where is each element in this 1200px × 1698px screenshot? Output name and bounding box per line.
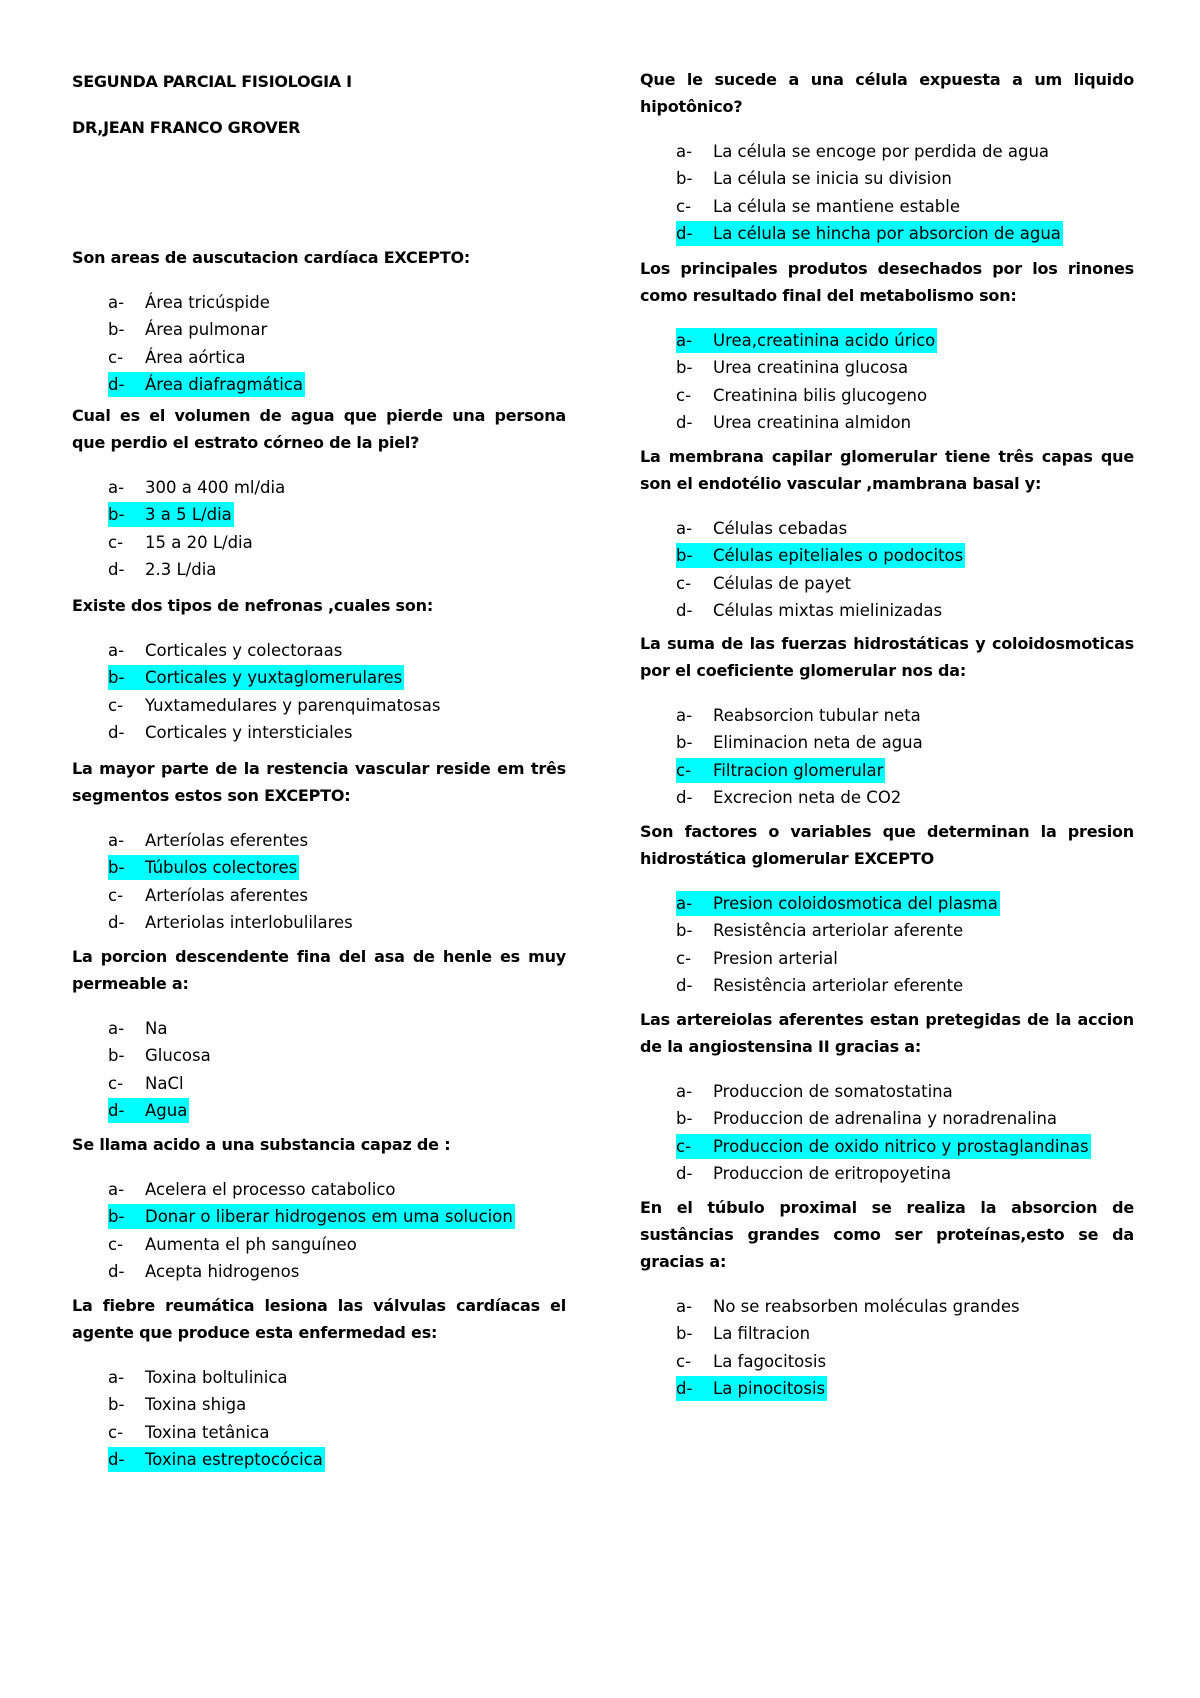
question-text: La fiebre reumática lesiona las válvulas cardíacas el agente que produce esta enfermedad es: [72,1296,566,1342]
answer-option-correct [640,758,1134,785]
option-line [72,475,287,500]
option-line [640,516,849,541]
option-letter: a- [676,331,693,350]
answer-options [72,1016,566,1125]
answer-option [72,883,566,910]
question-block [72,755,566,937]
option-text: Corticales y intersticiales [145,722,353,742]
option-letter: c- [676,760,692,780]
answer-option-correct [640,1134,1134,1161]
question-text: Se llama acido a una substancia capaz de : [72,1135,451,1154]
option-letter: a- [108,1019,125,1038]
correct-answer-highlight [676,1376,827,1401]
answer-option-correct [640,543,1134,570]
question-text: La membrana capilar glomerular tiene três capas que son el endotélio vascular ,mambrana basal y: [640,447,1134,493]
answer-option [640,1294,1134,1321]
option-line [72,1232,359,1257]
answer-option [72,1259,566,1286]
option-letter: b- [676,169,693,189]
answer-option [640,730,1134,757]
option-line [72,638,344,663]
option-line [72,1392,248,1417]
option-text: Produccion de eritropoyetina [713,1163,952,1183]
answer-option [640,1349,1134,1376]
answer-option [640,918,1134,945]
answer-option [72,345,566,372]
question-text: Las artereiolas aferentes estan pretegidas de la accion de la angiostensina II gracias a: [640,1010,1134,1056]
option-letter: a- [676,706,693,725]
question-block [640,255,1134,437]
option-text: Eliminacion neta de agua [713,733,923,753]
answer-option [640,1161,1134,1188]
option-text: Corticales y colectoraas [145,641,343,660]
option-text: Na [145,1019,168,1038]
option-letter: b- [108,505,125,525]
question-text: Los principales produtos desechados por los rinones como resultado final del metabolismo son: [640,259,1134,305]
option-letter: c- [108,532,124,552]
option-text: Área tricúspide [145,293,270,312]
option-text: Produccion de adrenalina y noradrenalina [713,1109,1058,1129]
option-line [72,828,310,853]
option-letter: c- [108,1234,124,1254]
option-letter: b- [676,358,693,378]
answer-options [72,290,566,399]
option-text: Resistência arteriolar eferente [713,975,964,995]
option-line [640,730,925,755]
option-text: Arteriolas interlobulilares [145,912,353,932]
option-text: Urea creatinina glucosa [713,358,909,378]
option-line [72,1177,398,1202]
option-text: Presion arterial [713,948,838,968]
option-letter: a- [676,1082,693,1101]
answer-options [640,139,1134,248]
question-block [640,630,1134,812]
option-line [640,571,853,596]
question-text: Son areas de auscutacion cardíaca EXCEPTO: [72,248,471,267]
option-line [72,1043,213,1068]
option-letter: a- [676,894,693,913]
question-block [640,1194,1134,1403]
answer-option [72,720,566,747]
correct-answer-highlight [108,1098,189,1123]
answer-option [640,946,1134,973]
option-letter: d- [108,1261,125,1281]
option-text: La filtracion [713,1324,811,1344]
option-letter: b- [676,733,693,753]
answer-options [72,475,566,584]
option-text: Área pulmonar [145,320,268,340]
answer-option [640,139,1134,166]
option-text: Aumenta el ph sanguíneo [145,1234,357,1254]
answer-option-correct [72,1447,566,1474]
option-text: Filtracion glomerular [713,760,884,780]
option-letter: b- [108,858,125,878]
option-letter: c- [676,573,692,593]
option-text: Área aórtica [145,347,246,367]
answer-option [640,383,1134,410]
option-text: La pinocitosis [713,1378,826,1398]
option-text: La célula se inicia su division [713,169,952,189]
option-letter: c- [676,385,692,405]
answer-options [640,703,1134,812]
option-text: La célula se hincha por absorcion de agua [713,223,1061,243]
option-text: Toxina shiga [145,1395,247,1415]
answer-option [72,1177,566,1204]
option-line [640,1079,955,1104]
option-line [640,166,954,191]
option-line [640,703,923,728]
question-block [72,244,566,399]
question-text: Que le sucede a una célula expuesta a um liquido hipotônico? [640,70,1134,116]
option-text: Toxina boltulinica [145,1368,288,1387]
correct-answer-highlight [108,372,305,397]
option-line [640,1106,1059,1131]
answer-option [640,516,1134,543]
answer-option [640,973,1134,1000]
answer-option-correct [640,891,1134,918]
correct-answer-highlight [676,758,885,783]
option-letter: d- [108,559,125,579]
answer-option [640,785,1134,812]
option-letter: d- [676,223,693,243]
option-letter: c- [108,347,124,367]
correct-answer-highlight [676,1134,1091,1159]
option-line [72,317,269,342]
answer-option [72,557,566,584]
option-line [72,345,247,370]
option-letter: a- [108,641,125,660]
option-letter: d- [676,1378,693,1398]
question-block [640,443,1134,625]
answer-options [640,1294,1134,1403]
option-letter: b- [108,1395,125,1415]
option-text: Arteríolas eferentes [145,831,309,850]
correct-answer-highlight [676,891,1000,916]
answer-option [640,355,1134,382]
option-line [640,785,903,810]
option-text: Reabsorcion tubular neta [713,706,921,725]
option-text: Células cebadas [713,519,848,538]
answer-option-correct [72,502,566,529]
option-line [640,1161,953,1186]
option-text: Toxina tetânica [145,1422,270,1442]
correct-answer-highlight [676,543,965,568]
question-text: En el túbulo proximal se realiza la absorcion de sustâncias grandes como ser proteínas,esto se da gracias a: [640,1198,1134,1271]
answer-option-correct [72,1098,566,1125]
answer-option [72,290,566,317]
question-text: Son factores o variables que determinan la presion hidrostática glomerular EXCEPTO [640,822,1134,868]
option-letter: b- [108,668,125,688]
answer-option [72,317,566,344]
correct-answer-highlight [108,855,299,880]
option-line [640,383,929,408]
answer-option [72,910,566,937]
answer-option [72,828,566,855]
option-line [640,1349,828,1374]
option-line [640,598,944,623]
answer-option [72,638,566,665]
option-letter: d- [108,722,125,742]
option-text: Excrecion neta de CO2 [713,787,902,807]
option-text: La fagocitosis [713,1351,827,1371]
answer-option [72,1365,566,1392]
question-block [72,943,566,1125]
question-text: La porcion descendente fina del asa de henle es muy permeable a: [72,947,566,993]
option-letter: b- [676,546,693,566]
option-text: Células mixtas mielinizadas [713,600,943,620]
answer-option [72,1232,566,1259]
option-text: Glucosa [145,1046,211,1066]
option-text: Resistência arteriolar aferente [713,921,964,941]
answer-option-correct [72,1204,566,1231]
option-letter: d- [676,600,693,620]
answer-option [640,410,1134,437]
option-line [640,1321,812,1346]
answer-option [72,1043,566,1070]
option-letter: a- [108,1368,125,1387]
option-line [72,1016,169,1041]
option-letter: d- [108,1100,125,1120]
option-line [640,194,962,219]
option-line [72,1365,290,1390]
option-text: Yuxtamedulares y parenquimatosas [145,695,441,715]
option-letter: c- [108,885,124,905]
answer-option-correct [72,855,566,882]
option-text: Toxina estreptocócica [145,1449,323,1469]
option-text: La célula se encoge por perdida de agua [713,142,1050,161]
option-letter: d- [108,912,125,932]
exam-title: SEGUNDA PARCIAL FISIOLOGIA I [72,72,352,91]
option-text: La célula se mantiene estable [713,196,960,216]
answer-option [72,475,566,502]
option-text: 15 a 20 L/dia [145,532,253,552]
option-letter: c- [676,1351,692,1371]
option-letter: a- [108,1180,125,1199]
answer-options [72,638,566,747]
option-text: NaCl [145,1073,184,1093]
option-letter: c- [676,948,692,968]
answer-option [72,530,566,557]
option-text: Acelera el processo catabolico [145,1180,396,1199]
option-line [640,918,965,943]
option-line [640,139,1051,164]
option-line [72,910,355,935]
option-line [72,1420,271,1445]
question-block [72,592,566,747]
option-text: Presion coloidosmotica del plasma [713,894,998,913]
option-line [72,530,255,555]
answer-option-correct [640,328,1134,355]
answer-option [640,166,1134,193]
answer-options [640,516,1134,625]
option-letter: b- [676,1109,693,1129]
option-line [72,557,218,582]
answer-option [640,598,1134,625]
answer-option [640,194,1134,221]
option-line [72,883,310,908]
correct-answer-highlight [108,1204,515,1229]
option-text: Túbulos colectores [145,858,298,878]
answer-option [72,1016,566,1043]
option-letter: b- [676,1324,693,1344]
option-line [640,946,840,971]
option-text: Donar o liberar hidrogenos em uma solucion [145,1207,513,1227]
answer-options [72,1177,566,1286]
option-line [72,720,354,745]
correct-answer-highlight [108,1447,325,1472]
question-block [72,402,566,584]
option-text: Urea,creatinina acido úrico [713,331,936,350]
question-block [640,66,1134,248]
option-letter: b- [108,320,125,340]
option-text: Creatinina bilis glucogeno [713,385,928,405]
answer-option-correct [72,665,566,692]
answer-options [640,1079,1134,1188]
answer-option [72,1071,566,1098]
question-text: Cual es el volumen de agua que pierde una persona que perdio el estrato córneo de la piel? [72,406,566,452]
question-block [640,1006,1134,1188]
option-text: 3 a 5 L/dia [145,505,232,525]
answer-option [640,1321,1134,1348]
option-text: Células epiteliales o podocitos [713,546,964,566]
correct-answer-highlight [108,665,404,690]
option-text: 2.3 L/dia [145,559,217,579]
option-text: Agua [145,1100,188,1120]
answer-option [640,571,1134,598]
answer-options [72,1365,566,1474]
option-letter: d- [676,975,693,995]
option-letter: b- [676,921,693,941]
option-letter: d- [108,1449,125,1469]
option-text: Acepta hidrogenos [145,1261,300,1281]
answer-options [640,891,1134,1000]
option-letter: c- [108,695,124,715]
option-letter: d- [108,374,125,394]
option-line [72,1259,301,1284]
option-letter: d- [676,412,693,432]
answer-option [640,703,1134,730]
answer-options [72,828,566,937]
option-line [640,410,913,435]
answer-option-correct [72,372,566,399]
answer-option [72,693,566,720]
correct-answer-highlight [108,502,234,527]
option-line [72,1071,186,1096]
exam-author: DR,JEAN FRANCO GROVER [72,118,301,137]
answer-option [72,1392,566,1419]
answer-options [640,328,1134,437]
question-text: La suma de las fuerzas hidrostáticas y coloidosmoticas por el coeficiente glomerular nos da: [640,634,1134,680]
option-text: 300 a 400 ml/dia [145,478,286,497]
option-line [640,973,965,998]
option-letter: c- [108,1422,124,1442]
option-text: No se reabsorben moléculas grandes [713,1297,1020,1316]
option-letter: b- [108,1207,125,1227]
answer-option-correct [640,1376,1134,1403]
option-letter: d- [676,1163,693,1183]
option-line [72,693,442,718]
option-text: Produccion de somatostatina [713,1082,953,1101]
option-letter: c- [676,196,692,216]
option-line [640,355,910,380]
option-letter: a- [108,831,125,850]
answer-option [640,1106,1134,1133]
option-text: Células de payet [713,573,852,593]
option-letter: a- [108,478,125,497]
correct-answer-highlight [676,221,1063,246]
option-letter: b- [108,1046,125,1066]
option-text: Urea creatinina almidon [713,412,912,432]
option-letter: c- [108,1073,124,1093]
option-text: Produccion de oxido nitrico y prostaglandinas [713,1136,1089,1156]
option-letter: a- [676,1297,693,1316]
option-text: Área diafragmática [145,374,303,394]
answer-option-correct [640,221,1134,248]
option-text: Corticales y yuxtaglomerulares [145,668,403,688]
option-line [640,1294,1022,1319]
option-letter: a- [676,519,693,538]
question-text: La mayor parte de la restencia vascular reside em três segmentos estos son EXCEPTO: [72,759,566,805]
option-letter: a- [108,293,125,312]
option-letter: d- [676,787,693,807]
option-letter: c- [676,1136,692,1156]
correct-answer-highlight [676,328,937,353]
option-letter: a- [676,142,693,161]
question-block [72,1131,566,1286]
question-block [72,1292,566,1474]
question-block [640,818,1134,1000]
option-line [72,290,272,315]
answer-option [72,1420,566,1447]
answer-option [640,1079,1134,1106]
option-text: Arteríolas aferentes [145,885,309,905]
question-text: Existe dos tipos de nefronas ,cuales son: [72,596,434,615]
